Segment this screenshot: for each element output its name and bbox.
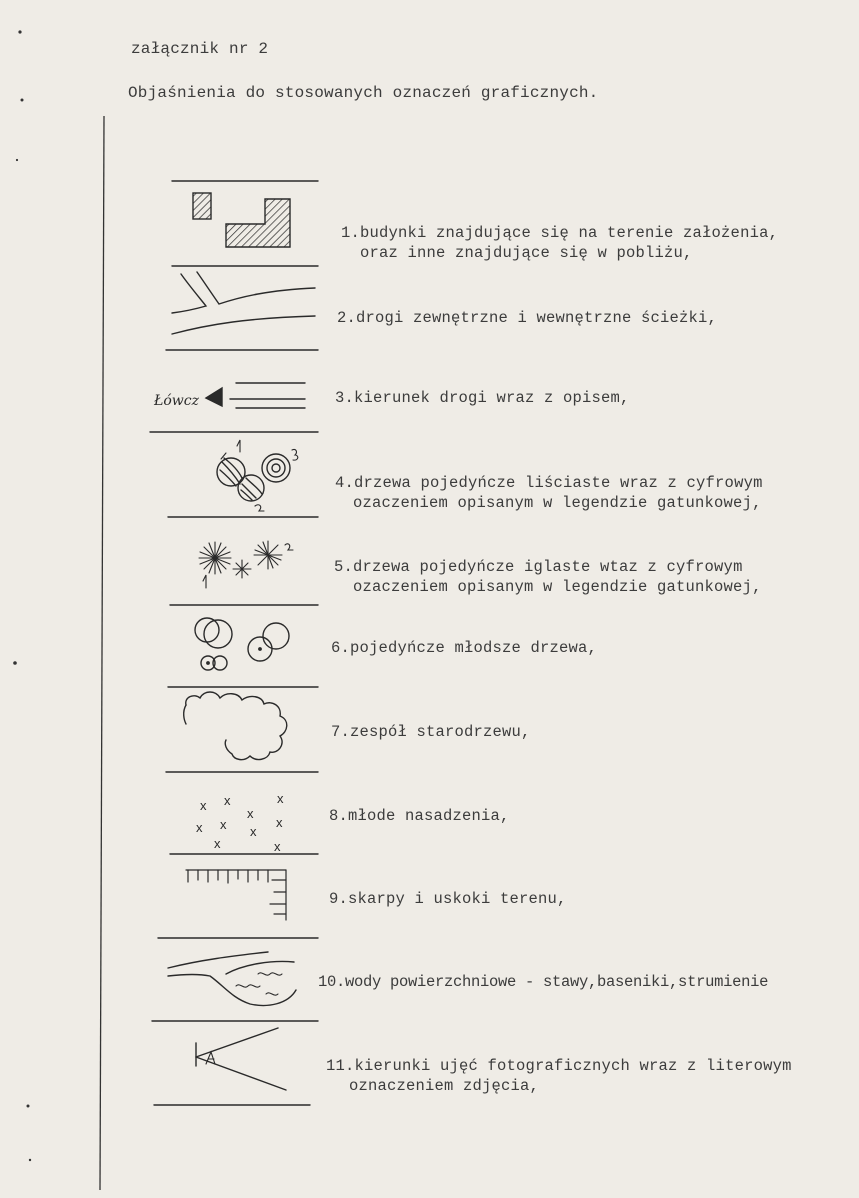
roads-symbol [172,272,315,334]
deciduous-trees-symbol [217,440,298,511]
legend-item-11-line1: 11.kierunki ujęć fotograficznych wraz z literowym [326,1057,792,1075]
legend-item-4-line1: 4.drzewa pojedyńcze liściaste wraz z cyfrowym [335,474,763,492]
buildings-symbol [193,193,290,247]
svg-text:x: x [224,793,231,808]
road-direction-label: Łówcz [154,393,199,409]
svg-text:x: x [247,806,254,821]
svg-text:x: x [220,817,227,832]
young-trees-symbol [195,618,289,670]
young-plantings-symbol [196,791,284,854]
legend-item-2: 2.drogi zewnętrzne i wewnętrzne ścieżki, [337,309,718,327]
legend-item-6: 6.pojedyńcze młodsze drzewa, [331,639,598,657]
svg-text:x: x [200,798,207,813]
legend-item-5-line2: ozaczeniem opisanym w legendzie gatunkowej, [353,578,762,596]
photo-direction-symbol [196,1028,286,1090]
legend-item-1-line1: 1.budynki znajdujące się na terenie założenia, [341,224,779,242]
scan-marks [13,30,31,1161]
legend-item-8: 8.młode nasadzenia, [329,807,510,825]
legend-item-4-line2: ozaczeniem opisanym w legendzie gatunkowej, [353,494,762,512]
slopes-symbol [186,870,286,920]
old-trees-symbol [184,692,287,760]
svg-text:x: x [277,791,284,806]
legend-item-11-line2: oznaczeniem zdjęcia, [349,1077,540,1095]
svg-text:x: x [250,824,257,839]
legend-item-5-line1: 5.drzewa pojedyńcze iglaste wtaz z cyfrowym [334,558,743,576]
svg-text:x: x [196,820,203,835]
legend-item-3: 3.kierunek drogi wraz z opisem, [335,389,630,407]
legend-item-9: 9.skarpy i uskoki terenu, [329,890,567,908]
legend-item-1-line2: oraz inne znajdujące się w pobliżu, [360,244,693,262]
svg-text:x: x [274,839,281,854]
coniferous-trees-symbol [199,541,293,588]
svg-text:x: x [276,815,283,830]
road-direction-symbol [206,383,305,408]
water-symbol [168,952,296,1005]
legend-item-10: 10.wody powierzchniowe - stawy,baseniki,strumienie [318,973,769,991]
appendix-label: załącznik nr 2 [131,40,269,58]
legend-item-7: 7.zespół starodrzewu, [331,723,531,741]
svg-text:x: x [214,836,221,851]
page-title: Objaśnienia do stosowanych oznaczeń graficznych. [128,84,599,102]
